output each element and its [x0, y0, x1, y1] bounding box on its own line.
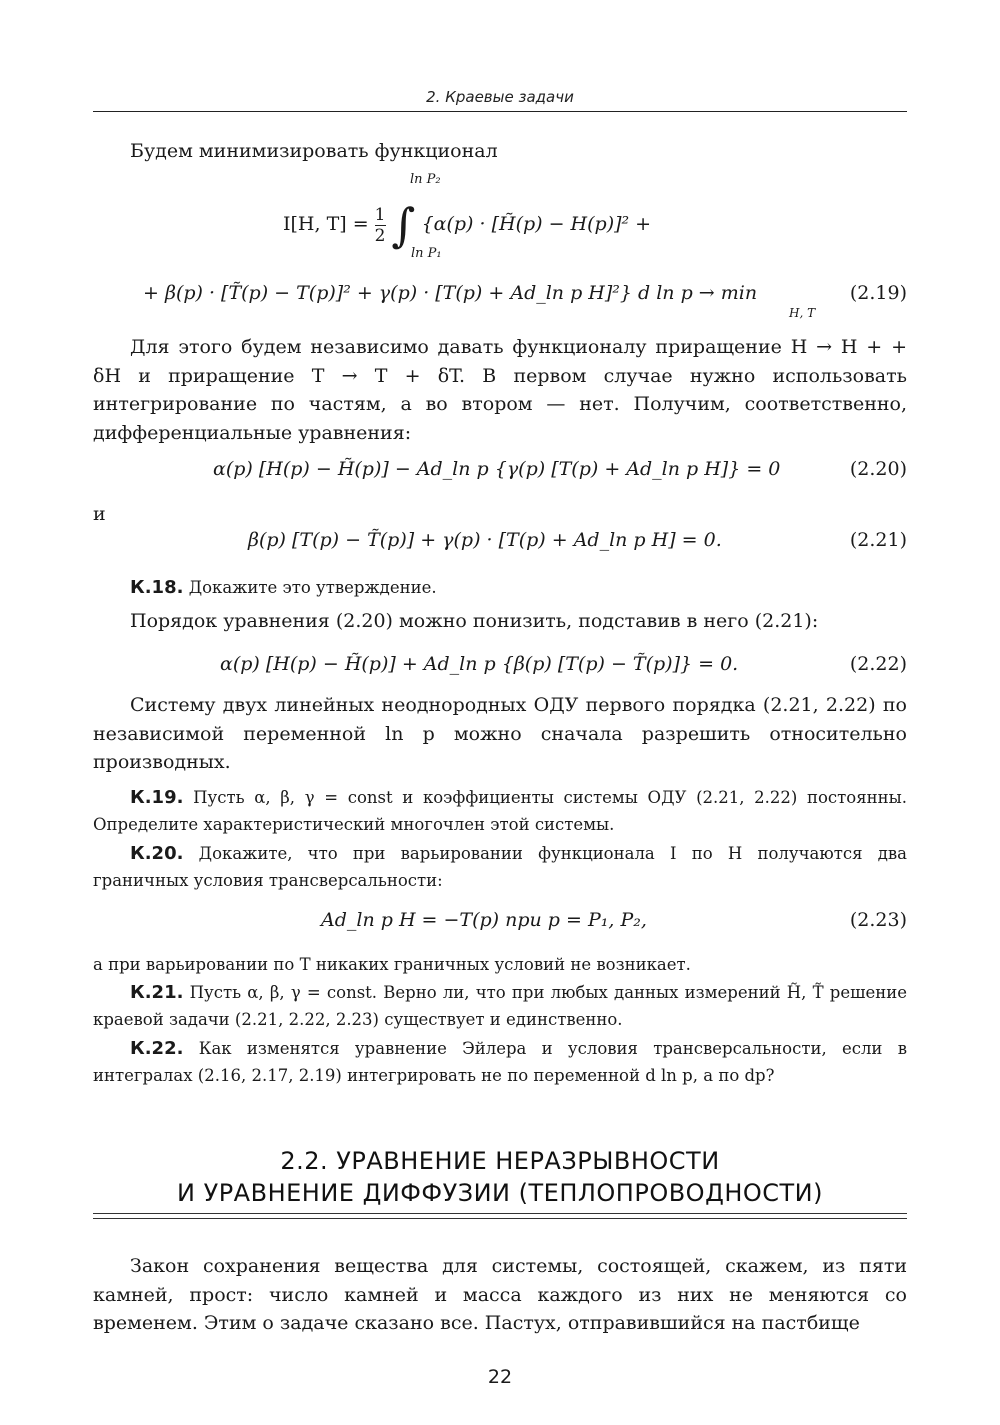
equation-2-21 [93, 523, 907, 563]
fraction-denominator: 2 [374, 225, 386, 246]
section-title-line-1: 2.2. УРАВНЕНИЕ НЕРАЗРЫВНОСТИ [280, 1147, 720, 1175]
exercise-label: К.21. [130, 982, 184, 1003]
exercise-text: Докажите это утверждение. [188, 578, 437, 597]
integrand-line-1: {α(p) · [H̃(p) − H(p)]² + [421, 213, 652, 235]
page-number: 22 [487, 1366, 513, 1388]
paragraph-variation: Для этого будем независимо давать функционалу приращение H → H + + δH и приращение T → T + δT. В первом случае нужно использовать интегрирование по частям, а во втором — нет. Получим, соответственно, дифференциальные уравнения: [93, 336, 907, 444]
equation-number: (2.21) [849, 529, 907, 551]
equation-body: Ad_ln p H = −T(p) при p = P₁, P₂, [321, 909, 647, 931]
paragraph-order: Порядок уравнения (2.20) можно понизить, подставив в него (2.21): [130, 610, 819, 632]
title-rule-upper [93, 1213, 907, 1214]
exercise-label: К.18. [130, 577, 184, 598]
exercise-label: К.19. [130, 787, 184, 808]
equation-number: (2.23) [849, 909, 907, 931]
min-subscript: H, T [789, 306, 816, 320]
running-title: 2. Краевые задачи [426, 88, 574, 106]
functional-lhs: I[H, T] = [283, 213, 369, 235]
equation-2-20 [93, 452, 907, 492]
exercise-k22 [93, 1036, 907, 1089]
fraction-numerator: 1 [374, 204, 386, 225]
exercise-label: К.22. [130, 1038, 184, 1059]
integrand-line-2: + β(p) · [T̃(p) − T(p)]² + γ(p) · [T(p) + Ad_ln p H]²} d ln p → min [143, 282, 758, 304]
exercise-text: Как изменятся уравнение Эйлера и условия трансверсальности, если в интегралах (2.16, 2.17, 2.19) интегрировать не по переменной d ln p, а по dp? [93, 1039, 907, 1085]
paragraph-conservation: Закон сохранения вещества для системы, состоящей, скажем, из пяти камней, прост: число камней и масса каждого из них не меняются со временем. Этим о задаче сказано все. Пастух, отправившийся на пастбище [93, 1255, 907, 1334]
equation-2-19 [93, 168, 907, 328]
exercise-text: Пусть α, β, γ = const. Верно ли, что при любых данных измерений H̃, T̃ решение краевой задачи (2.21, 2.22, 2.23) существует и единственно. [93, 983, 908, 1029]
exercise-text: Докажите, что при варьировании функционала I по H получаются два граничных условия трансверсальности: [93, 844, 907, 890]
header-rule [93, 111, 907, 112]
equation-number: (2.20) [849, 458, 907, 480]
title-rule-lower [93, 1218, 907, 1219]
section-title [93, 1145, 907, 1209]
exercise-text: Пусть α, β, γ = const и коэффициенты системы ОДУ (2.21, 2.22) постоянны. Определите характеристический многочлен этой системы. [93, 788, 908, 834]
exercise-k21 [93, 980, 907, 1033]
exercise-k20 [93, 841, 907, 894]
equation-number: (2.22) [849, 653, 907, 675]
intro-text: Будем минимизировать функционал [130, 140, 498, 162]
paragraph-no-conditions: а при варьировании по T никаких граничных условий не возникает. [93, 955, 691, 974]
exercise-label: К.20. [130, 843, 184, 864]
equation-2-22 [93, 647, 907, 687]
integral-upper-limit: ln P₂ [410, 172, 441, 187]
equation-body: α(p) [H(p) − H̃(p)] − Ad_ln p {γ(p) [T(p) + Ad_ln p H]} = 0 [213, 458, 781, 480]
half-fraction [375, 205, 386, 246]
equation-body: α(p) [H(p) − H̃(p)] + Ad_ln p {β(p) [T(p) − T̃(p)]} = 0. [220, 653, 739, 675]
exercise-k18 [93, 575, 907, 602]
equation-2-23 [93, 903, 907, 943]
exercise-k19 [93, 785, 907, 838]
conjunction-and: и [93, 503, 106, 525]
section-title-line-2: И УРАВНЕНИЕ ДИФФУЗИИ (ТЕПЛОПРОВОДНОСТИ) [177, 1179, 823, 1207]
equation-number: (2.19) [849, 282, 907, 304]
equation-body: β(p) [T(p) − T̃(p)] + γ(p) · [T(p) + Ad_ln p H] = 0. [248, 529, 722, 551]
integral-lower-limit: ln P₁ [411, 246, 442, 261]
integral-sign: ∫ [391, 198, 416, 252]
paragraph-system: Систему двух линейных неоднородных ОДУ первого порядка (2.21, 2.22) по независимой переменной ln p можно сначала разрешить относительно производных. [93, 694, 907, 773]
